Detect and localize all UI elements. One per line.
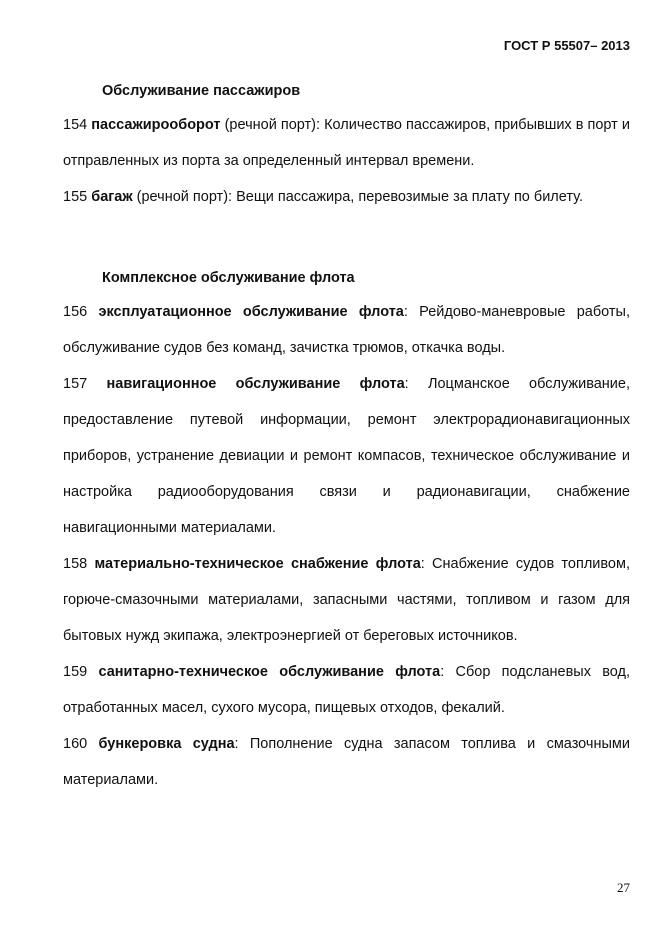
- term-definition: : Сбор подсланевых вод, отработанных масел, сухого мусора, пищевых отходов, фекалий.: [63, 664, 631, 716]
- term-name: санитарно-техническое обслуживание флота: [98, 664, 441, 680]
- term-number: 160: [63, 736, 88, 752]
- term-name: багаж: [91, 189, 133, 205]
- term-entry-156: [63, 294, 630, 366]
- term-entry-154: [63, 107, 630, 179]
- term-entry-159: [63, 654, 630, 726]
- term-number: 154: [63, 117, 88, 133]
- term-number: 156: [63, 304, 88, 320]
- term-name: навигационное обслуживание флота: [106, 376, 405, 392]
- term-definition: : Снабжение судов топливом, горюче-смазочными материалами, запасными частями, топливом и газом для бытовых нужд экипажа, электроэнергией от береговых источников.: [63, 556, 630, 644]
- term-name: бункеровка судна: [98, 736, 235, 752]
- document-body: [63, 80, 630, 798]
- term-entry-158: [63, 546, 630, 654]
- term-entry-160: [63, 726, 630, 798]
- term-name: материально-техническое снабжение флота: [94, 556, 421, 572]
- section-title-fleet-service: Комплексное обслуживание флота: [102, 270, 355, 286]
- term-number: 155: [63, 189, 88, 205]
- term-definition: (речной порт): Количество пассажиров, прибывших в порт и отправленных из порта за определенный интервал времени.: [63, 117, 630, 169]
- term-definition: : Рейдово-маневровые работы, обслуживание судов без команд, зачистка трюмов, откачка воды.: [63, 304, 630, 356]
- term-entry-155: [63, 179, 630, 215]
- term-definition: (речной порт): Вещи пассажира, перевозимые за плату по билету.: [132, 189, 583, 205]
- term-number: 159: [63, 664, 88, 680]
- document-code: ГОСТ Р 55507– 2013: [503, 38, 630, 53]
- term-entry-157: [63, 366, 630, 546]
- page-number: 27: [617, 880, 630, 895]
- term-name: пассажирооборот: [91, 117, 221, 133]
- term-number: 157: [63, 376, 88, 392]
- term-definition: : Лоцманское обслуживание, предоставление путевой информации, ремонт электрорадионавигационных приборов, устранение девиации и ремонт компасов, техническое обслуживание и настройка радиооборудования связи и радионавигации, снабжение навигационными материалами.: [63, 376, 630, 536]
- term-definition: : Пополнение судна запасом топлива и смазочными материалами.: [63, 736, 630, 788]
- term-number: 158: [63, 556, 88, 572]
- section-title-passenger-service: Обслуживание пассажиров: [102, 83, 301, 99]
- term-name: эксплуатационное обслуживание флота: [98, 304, 404, 320]
